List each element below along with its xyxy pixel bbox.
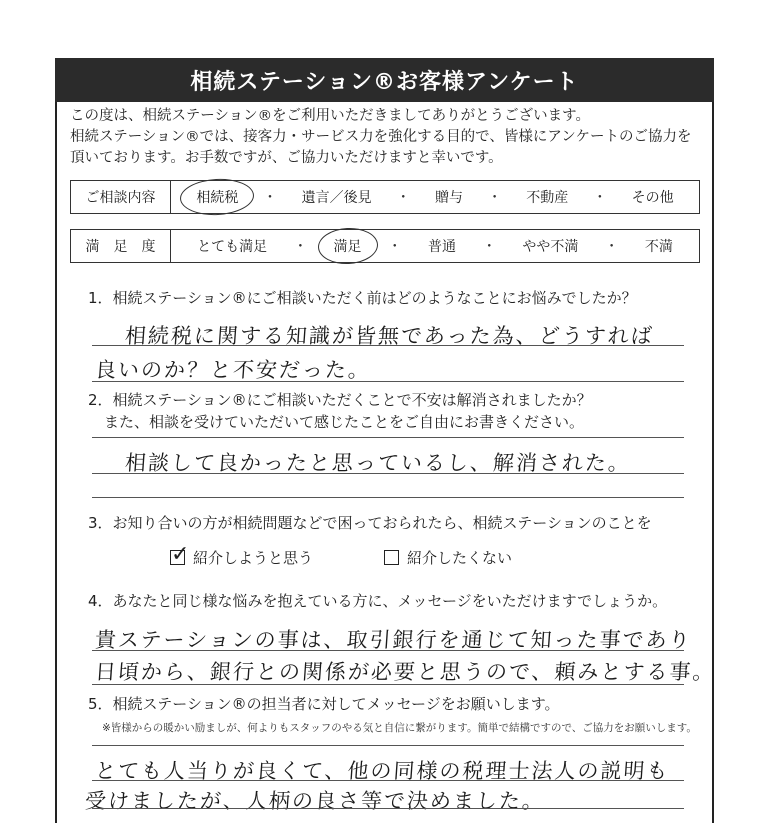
intro-line: 相続ステーション®では、接客力・サービス力を強化する目的で、皆様にアンケートのご協力を (70, 129, 692, 145)
satisfaction-option[interactable]: 満足 (328, 236, 368, 256)
answer-5-line-1: とても人当りが良くて、他の同様の税理士法人の説明も (94, 759, 671, 783)
separator-dot: ・ (396, 190, 411, 206)
question-5: 5．相続ステーション®の担当者に対してメッセージをお願いします。 (88, 695, 560, 713)
answer-rule (92, 808, 684, 809)
question-2-line-2: また、相談を受けていただいて感じたことをご自由にお書きください。 (104, 413, 585, 431)
consultation-option[interactable]: 不動産 (526, 190, 569, 206)
answer-2-line-1: 相談して良かったと思っているし、解消された。 (124, 451, 632, 475)
answer-rule (92, 345, 684, 346)
question-4: 4．あなたと同じ様な悩みを抱えている方に、メッセージをいただけますでしょうか。 (88, 592, 668, 610)
separator-dot: ・ (293, 239, 308, 255)
separator-dot: ・ (482, 239, 497, 255)
consultation-option[interactable]: 遺言／後見 (301, 190, 372, 206)
intro-line: この度は、相続ステーション®をご利用いただきましてありがとうございます。 (70, 108, 590, 124)
consultation-row (70, 180, 700, 214)
checkbox-label: 紹介したくない (407, 549, 513, 567)
satisfaction-label: 満 足 度 (71, 230, 171, 262)
answer-rule (92, 780, 684, 781)
answer-rule (92, 684, 684, 685)
question-5-note: ※皆様からの暖かい励ましが、何よりもスタッフのやる気と自信に繋がります。簡単で結構ですので、ご協力をお願いします。 (102, 722, 697, 734)
survey-title: 相続ステーション®お客様アンケート (55, 58, 714, 102)
question-1: 1．相続ステーション®にご相談いただく前はどのようなことにお悩みでしたか？ (88, 289, 637, 307)
intro-text (70, 106, 710, 169)
consultation-label: ご相談内容 (71, 181, 171, 213)
checkbox-label: 紹介しようと思う (193, 549, 314, 567)
checkbox-empty-icon[interactable] (384, 550, 399, 565)
answer-rule (92, 437, 684, 438)
separator-dot: ・ (487, 190, 502, 206)
consultation-option[interactable]: 相続税 (190, 187, 244, 207)
separator-dot: ・ (604, 239, 619, 255)
separator-dot: ・ (592, 190, 607, 206)
answer-1-line-1: 相続税に関する知識が皆無であった為、どうすれば (124, 324, 655, 348)
question-3: 3．お知り合いの方が相続問題などで困っておられたら、相続ステーションのことを (88, 514, 652, 532)
answer-4-line-2: 日頃から、銀行との関係が必要と思うので、頼みとする事。 (94, 660, 717, 684)
checkbox-recommend-yes[interactable] (170, 547, 313, 568)
checkbox-recommend-no[interactable] (384, 547, 512, 568)
consultation-option[interactable]: その他 (631, 190, 674, 206)
answer-4-line-1: 貴ステーションの事は、取引銀行を通じて知った事であり (94, 628, 693, 652)
answer-rule (92, 497, 684, 498)
separator-dot: ・ (387, 239, 402, 255)
satisfaction-option[interactable]: 不満 (644, 239, 673, 255)
satisfaction-option[interactable]: とても満足 (197, 239, 268, 255)
answer-5-line-2: 受けましたが、人柄の良さ等で決めました。 (84, 789, 546, 813)
answer-rule (92, 473, 684, 474)
answer-rule (92, 381, 684, 382)
question-2-line-1: 2．相続ステーション®にご相談いただくことで不安は解消されましたか？ (88, 391, 592, 409)
satisfaction-option[interactable]: 普通 (427, 239, 456, 255)
answer-rule (92, 745, 684, 746)
satisfaction-row (70, 229, 700, 263)
answer-rule (92, 650, 684, 651)
checkbox-checked-icon[interactable] (170, 550, 185, 565)
answer-1-line-2: 良いのか？と不安だった。 (94, 358, 372, 382)
consultation-option[interactable]: 贈与 (434, 190, 463, 206)
intro-line: 頂いております。お手数ですが、ご協力いただけますと幸いです。 (70, 150, 503, 166)
satisfaction-option[interactable]: やや不満 (522, 239, 579, 255)
separator-dot: ・ (262, 190, 277, 206)
